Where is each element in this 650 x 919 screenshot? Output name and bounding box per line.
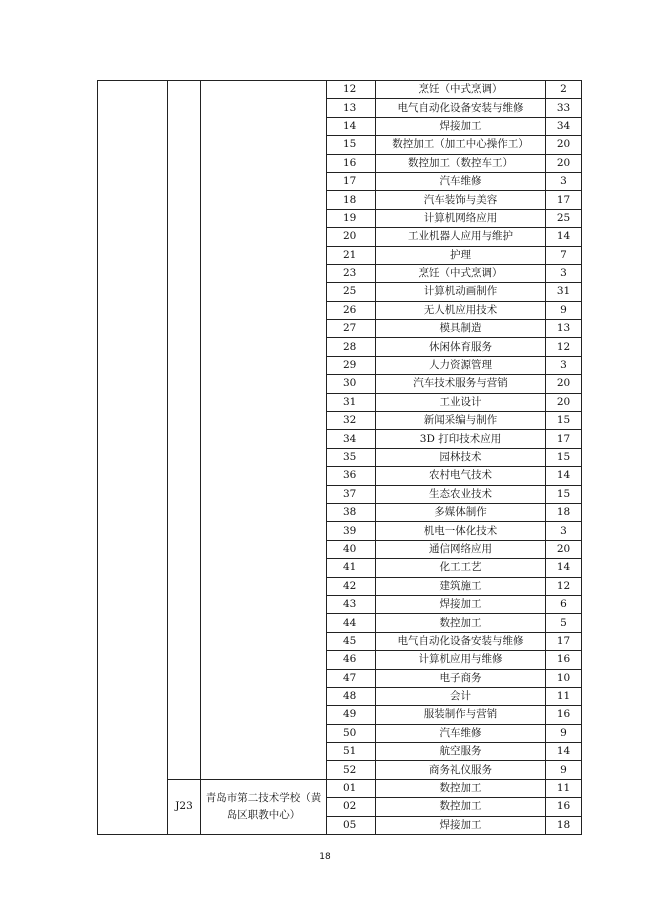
major-name: 人力资源管理 [376, 356, 546, 374]
major-name: 工业机器人应用与维护 [376, 228, 546, 246]
major-code: 30 [327, 375, 376, 393]
major-code: 49 [327, 706, 376, 724]
major-code: 40 [327, 540, 376, 558]
major-code: 50 [327, 724, 376, 742]
major-code: 16 [327, 154, 376, 172]
major-code: 26 [327, 301, 376, 319]
enrollment-count: 13 [546, 320, 582, 338]
major-code: 35 [327, 448, 376, 466]
region-cell [98, 81, 168, 835]
major-name: 化工工艺 [376, 559, 546, 577]
major-name: 计算机动画制作 [376, 283, 546, 301]
enrollment-count: 20 [546, 375, 582, 393]
school-code: J23 [168, 779, 201, 834]
major-code: 42 [327, 577, 376, 595]
major-code: 31 [327, 393, 376, 411]
major-code: 12 [327, 81, 376, 99]
major-code: 28 [327, 338, 376, 356]
major-name: 焊接加工 [376, 816, 546, 834]
major-code: 21 [327, 246, 376, 264]
major-code: 14 [327, 117, 376, 135]
enrollment-count: 3 [546, 356, 582, 374]
major-name: 休闲体育服务 [376, 338, 546, 356]
major-code: 43 [327, 595, 376, 613]
major-name: 无人机应用技术 [376, 301, 546, 319]
major-name: 数控加工 [376, 798, 546, 816]
major-name: 多媒体制作 [376, 503, 546, 521]
major-name: 计算机应用与维修 [376, 651, 546, 669]
major-name: 3D 打印技术应用 [376, 430, 546, 448]
major-name: 汽车维修 [376, 172, 546, 190]
major-code: 05 [327, 816, 376, 834]
major-name: 电气自动化设备安装与维修 [376, 632, 546, 650]
major-code: 51 [327, 743, 376, 761]
major-code: 23 [327, 264, 376, 282]
enrollment-count: 9 [546, 761, 582, 779]
major-name: 商务礼仪服务 [376, 761, 546, 779]
enrollment-count: 3 [546, 522, 582, 540]
table-row [98, 779, 582, 797]
major-code: 27 [327, 320, 376, 338]
enrollment-count: 25 [546, 209, 582, 227]
enrollment-count: 15 [546, 485, 582, 503]
enrollment-count: 14 [546, 743, 582, 761]
major-code: 13 [327, 99, 376, 117]
enrollment-count: 33 [546, 99, 582, 117]
major-code: 45 [327, 632, 376, 650]
major-name: 汽车装饰与美容 [376, 191, 546, 209]
school-name-cell-continued [201, 81, 327, 780]
major-code: 15 [327, 136, 376, 154]
major-name: 机电一体化技术 [376, 522, 546, 540]
major-name: 工业设计 [376, 393, 546, 411]
major-code: 25 [327, 283, 376, 301]
enrollment-count: 17 [546, 632, 582, 650]
enrollment-count: 3 [546, 172, 582, 190]
enrollment-count: 20 [546, 393, 582, 411]
enrollment-count: 14 [546, 467, 582, 485]
enrollment-count: 18 [546, 503, 582, 521]
major-code: 17 [327, 172, 376, 190]
major-name: 新闻采编与制作 [376, 412, 546, 430]
major-code: 02 [327, 798, 376, 816]
major-name: 模具制造 [376, 320, 546, 338]
enrollment-count: 16 [546, 706, 582, 724]
enrollment-count: 20 [546, 154, 582, 172]
major-name: 生态农业技术 [376, 485, 546, 503]
enrollment-count: 10 [546, 669, 582, 687]
page-number: 18 [319, 852, 331, 862]
table-row [98, 81, 582, 99]
major-code: 18 [327, 191, 376, 209]
major-code: 48 [327, 687, 376, 705]
major-name: 计算机网络应用 [376, 209, 546, 227]
major-code: 19 [327, 209, 376, 227]
major-name: 建筑施工 [376, 577, 546, 595]
major-name: 园林技术 [376, 448, 546, 466]
major-name: 数控加工（加工中心操作工） [376, 136, 546, 154]
enrollment-count: 3 [546, 264, 582, 282]
enrollment-count: 15 [546, 448, 582, 466]
major-code: 36 [327, 467, 376, 485]
enrollment-count: 12 [546, 338, 582, 356]
major-name: 数控加工（数控车工） [376, 154, 546, 172]
school-name: 青岛市第二技术学校（黄岛区职教中心） [201, 779, 327, 834]
major-name: 汽车维修 [376, 724, 546, 742]
major-code: 37 [327, 485, 376, 503]
major-name: 焊接加工 [376, 117, 546, 135]
enrollment-count: 12 [546, 577, 582, 595]
major-name: 护理 [376, 246, 546, 264]
major-code: 38 [327, 503, 376, 521]
major-code: 44 [327, 614, 376, 632]
enrollment-count: 17 [546, 430, 582, 448]
major-name: 焊接加工 [376, 595, 546, 613]
major-name: 汽车技术服务与营销 [376, 375, 546, 393]
enrollment-count: 17 [546, 191, 582, 209]
enrollment-count: 15 [546, 412, 582, 430]
enrollment-count: 2 [546, 81, 582, 99]
major-name: 会计 [376, 687, 546, 705]
major-code: 01 [327, 779, 376, 797]
enrollment-count: 16 [546, 798, 582, 816]
enrollment-count: 6 [546, 595, 582, 613]
enrollment-count: 14 [546, 559, 582, 577]
major-name: 烹饪（中式烹调） [376, 81, 546, 99]
major-code: 47 [327, 669, 376, 687]
major-code: 32 [327, 412, 376, 430]
enrollment-count: 9 [546, 301, 582, 319]
enrollment-count: 11 [546, 687, 582, 705]
major-code: 29 [327, 356, 376, 374]
enrollment-count: 5 [546, 614, 582, 632]
major-code: 20 [327, 228, 376, 246]
major-name: 服装制作与营销 [376, 706, 546, 724]
enrollment-count: 20 [546, 136, 582, 154]
major-name: 电子商务 [376, 669, 546, 687]
enrollment-count: 7 [546, 246, 582, 264]
enrollment-count: 9 [546, 724, 582, 742]
major-name: 电气自动化设备安装与维修 [376, 99, 546, 117]
school-code-cell-continued [168, 81, 201, 780]
enrollment-table-body [98, 81, 582, 835]
enrollment-count: 31 [546, 283, 582, 301]
major-name: 农村电气技术 [376, 467, 546, 485]
enrollment-count: 20 [546, 540, 582, 558]
enrollment-count: 34 [546, 117, 582, 135]
major-name: 数控加工 [376, 614, 546, 632]
enrollment-count: 16 [546, 651, 582, 669]
major-name: 数控加工 [376, 779, 546, 797]
enrollment-table [97, 80, 582, 835]
enrollment-count: 18 [546, 816, 582, 834]
major-code: 52 [327, 761, 376, 779]
enrollment-count: 11 [546, 779, 582, 797]
enrollment-count: 14 [546, 228, 582, 246]
major-name: 航空服务 [376, 743, 546, 761]
major-code: 41 [327, 559, 376, 577]
major-code: 34 [327, 430, 376, 448]
major-code: 46 [327, 651, 376, 669]
major-name: 通信网络应用 [376, 540, 546, 558]
major-code: 39 [327, 522, 376, 540]
major-name: 烹饪（中式烹调） [376, 264, 546, 282]
